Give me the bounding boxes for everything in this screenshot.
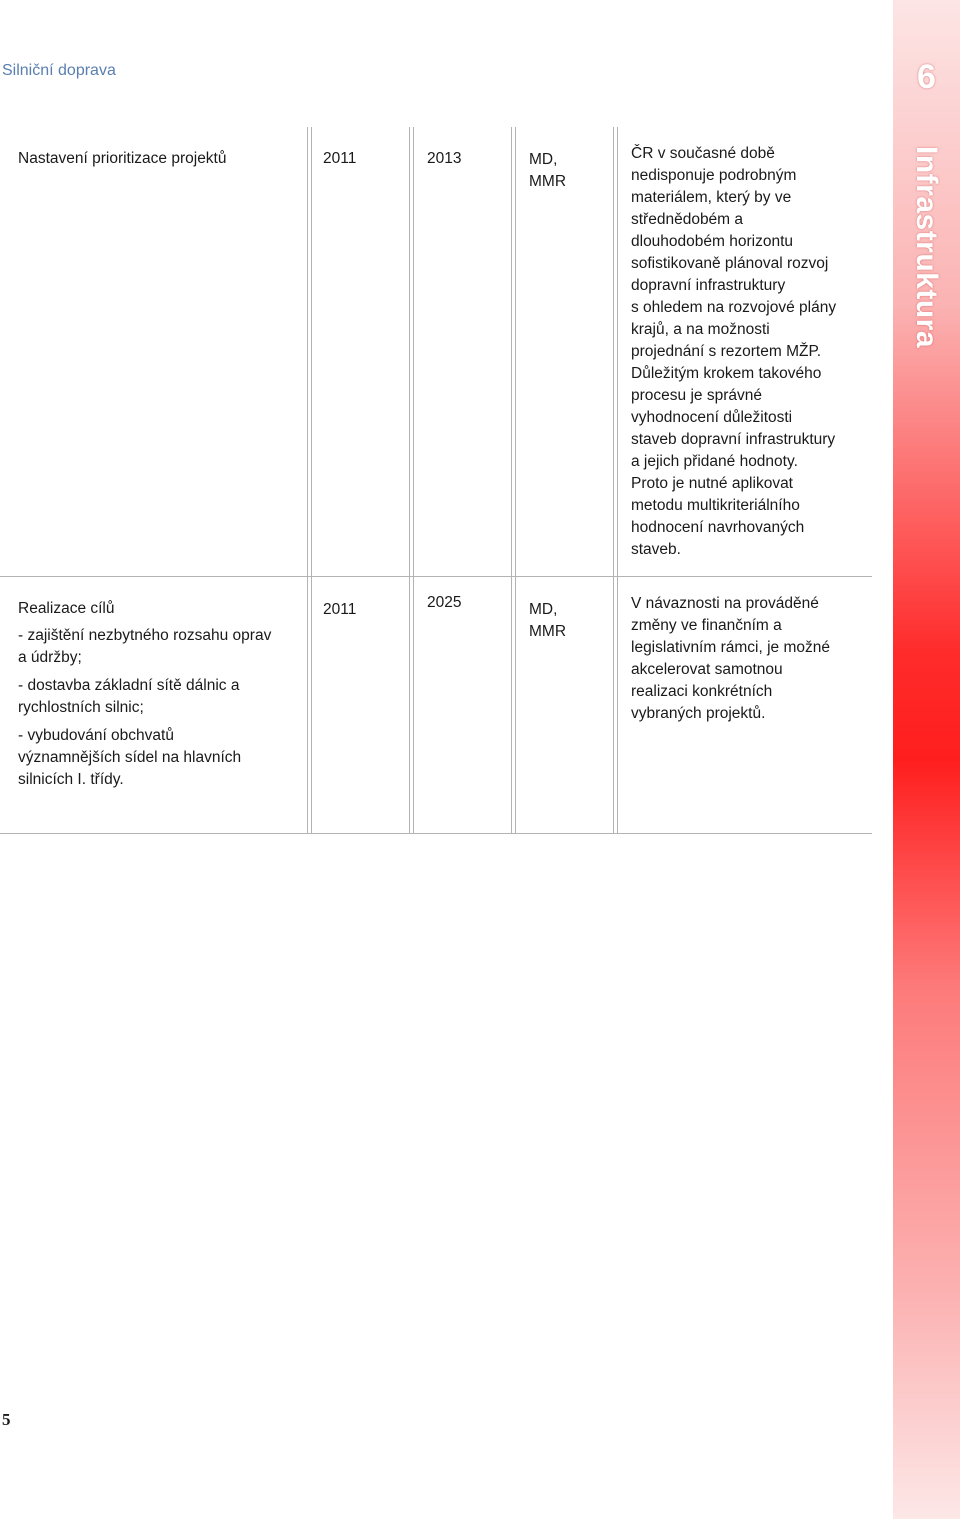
bullet-line: významnějších sídel na hlavních (18, 749, 242, 766)
task-title: Realizace cílů (18, 600, 115, 617)
bullet-line: - dostavba základní sítě dálnic a (18, 677, 240, 694)
column-divider (409, 127, 414, 576)
note-line: legislativním rámci, je možné (631, 639, 830, 656)
note-line: sofistikovaně plánoval rozvoj (631, 255, 829, 272)
note-line: Důležitým krokem takového (631, 365, 822, 382)
note-line: krajů, a na možnosti (631, 321, 770, 338)
start-year-cell: 2011 (323, 150, 357, 167)
responsible-line: MMR (529, 173, 567, 190)
chapter-number: 6 (917, 58, 936, 96)
bullet-line: - vybudování obchvatů (18, 727, 174, 744)
note-line: vybraných projektů. (631, 705, 766, 722)
table-row (0, 127, 872, 577)
note-cell (631, 593, 871, 725)
note-line: změny ve finančním a (631, 617, 782, 634)
chapter-label: Infrastruktura (910, 146, 943, 349)
responsible-line: MMR (529, 623, 567, 640)
end-year-cell: 2013 (427, 150, 462, 167)
bullet-line: rychlostních silnic; (18, 699, 144, 716)
note-line: V návaznosti na prováděné (631, 595, 819, 612)
note-line: realizaci konkrétních (631, 683, 773, 700)
note-line: ČR v současné době (631, 145, 775, 162)
note-line: procesu je správné (631, 387, 762, 404)
note-line: materiálem, který by ve (631, 189, 792, 206)
column-divider (511, 127, 516, 576)
responsible-cell (529, 149, 599, 193)
note-line: střednědobém a (631, 211, 744, 228)
task-bullets (18, 625, 298, 791)
note-line: hodnocení navrhovaných (631, 519, 805, 536)
end-year-cell: 2025 (427, 594, 462, 611)
responsible-line: MD, (529, 151, 558, 168)
note-line: metodu multikriteriálního (631, 497, 800, 514)
responsible-cell (529, 599, 599, 643)
note-line: vyhodnocení důležitosti (631, 409, 793, 426)
note-line: s ohledem na rozvojové plány (631, 299, 837, 316)
table-row (0, 577, 872, 834)
bullet-line: - zajištění nezbytného rozsahu oprav (18, 627, 272, 644)
note-line: dlouhodobém horizontu (631, 233, 794, 250)
chapter-sidebar (893, 0, 960, 1519)
bullet-line: silnicích I. třídy. (18, 771, 124, 788)
start-year-cell: 2011 (323, 601, 357, 618)
note-line: staveb dopravní infrastruktury (631, 431, 836, 448)
note-line: nedisponuje podrobným (631, 167, 797, 184)
page-number: 5 (2, 1410, 11, 1429)
responsible-line: MD, (529, 601, 558, 618)
note-line: Proto je nutné aplikovat (631, 475, 793, 492)
bullet-item (18, 625, 298, 669)
column-divider (307, 127, 312, 576)
note-line: a jejich přidané hodnoty. (631, 453, 798, 470)
note-line: akcelerovat samotnou (631, 661, 783, 678)
section-title: Silniční doprava (2, 62, 116, 79)
bullet-item (18, 675, 298, 719)
column-divider (613, 577, 618, 833)
column-divider (409, 577, 414, 833)
column-divider (613, 127, 618, 576)
task-cell: Nastavení prioritizace projektů (18, 150, 227, 167)
bullet-line: a údržby; (18, 649, 82, 666)
task-cell (18, 598, 298, 797)
bullet-item (18, 725, 298, 791)
note-line: staveb. (631, 541, 681, 558)
note-cell (631, 143, 871, 561)
note-line: dopravní infrastruktury (631, 277, 786, 294)
note-line: projednání s rezortem MŽP. (631, 343, 822, 360)
column-divider (511, 577, 516, 833)
measures-table (0, 127, 872, 834)
column-divider (307, 577, 312, 833)
